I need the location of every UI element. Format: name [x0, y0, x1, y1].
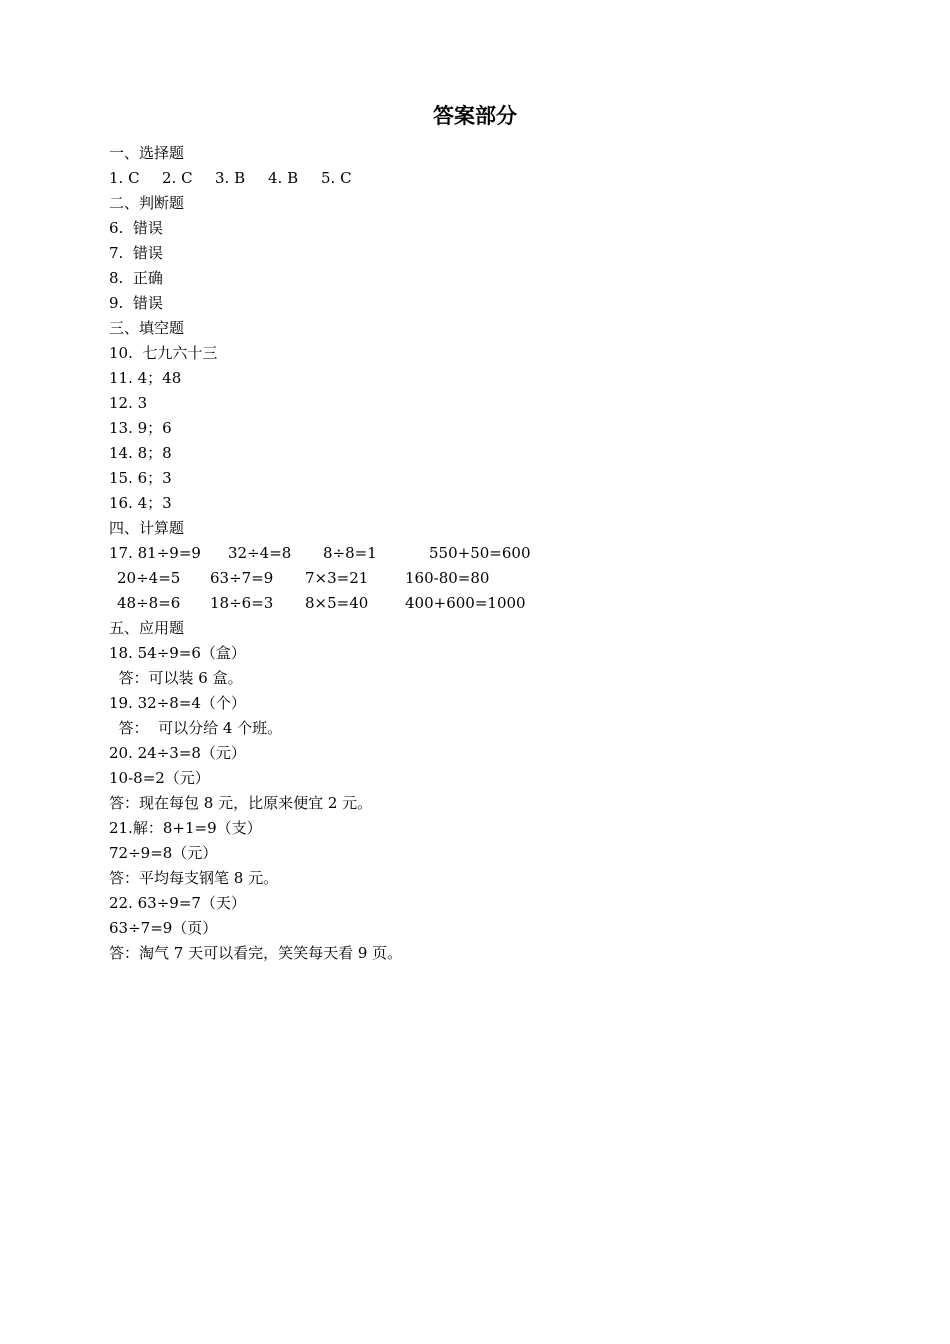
calculation-row: [109, 566, 869, 591]
application-line: 20. 24÷3=8（元）: [109, 744, 246, 762]
application-line: 答：现在每包 8 元，比原来便宜 2 元。: [109, 794, 373, 812]
application-line: 72÷9=8（元）: [109, 844, 218, 862]
fill-blank-answer: 16. 4；3: [109, 494, 172, 512]
fill-blank-answer: 15. 6；3: [109, 469, 172, 487]
section-heading-application: 五、应用题: [109, 619, 185, 637]
choice-answer-4: 4. B: [268, 169, 299, 187]
calculation-item: 32÷4=8: [228, 544, 292, 562]
section-heading-calculation: 四、计算题: [109, 519, 185, 537]
calculation-item: 160-80=80: [405, 569, 490, 587]
calculation-row: [109, 591, 869, 616]
judgement-answer: 9. 错误: [109, 294, 163, 312]
section-heading-judgement: 二、判断题: [109, 194, 185, 212]
calculation-item: 550+50=600: [429, 544, 531, 562]
calculation-item: 18÷6=3: [210, 594, 274, 612]
page-title: 答案部分: [433, 103, 517, 128]
calculation-item: 7×3=21: [305, 569, 369, 587]
application-line: 答：可以装 6 盒。: [109, 669, 243, 687]
choice-answer-1: 1. C: [109, 169, 140, 187]
choice-answers-row: [109, 166, 869, 191]
calculation-row: [109, 541, 869, 566]
choice-answer-5: 5. C: [321, 169, 352, 187]
application-line: 63÷7=9（页）: [109, 919, 218, 937]
calculation-item: 8×5=40: [305, 594, 369, 612]
application-line: 22. 63÷9=7（天）: [109, 894, 246, 912]
application-line: 21.解：8+1=9（支）: [109, 819, 262, 837]
application-line: 答：平均每支钢笔 8 元。: [109, 869, 279, 887]
calculation-item: 400+600=1000: [405, 594, 526, 612]
judgement-answer: 8. 正确: [109, 269, 163, 287]
fill-blank-answer: 11. 4；48: [109, 369, 182, 387]
judgement-answer: 6. 错误: [109, 219, 163, 237]
fill-blank-answer: 12. 3: [109, 394, 148, 412]
calculation-item: 48÷8=6: [117, 594, 181, 612]
application-line: 19. 32÷8=4（个）: [109, 694, 246, 712]
calculation-item: 63÷7=9: [210, 569, 274, 587]
fill-blank-answer: 13. 9；6: [109, 419, 172, 437]
fill-blank-answer: 14. 8；8: [109, 444, 172, 462]
section-heading-fill-blank: 三、填空题: [109, 319, 185, 337]
answer-content: [109, 141, 869, 966]
fill-blank-answer: 10. 七九六十三: [109, 344, 218, 362]
application-line: 18. 54÷9=6（盒）: [109, 644, 246, 662]
calculation-item: 20÷4=5: [117, 569, 181, 587]
application-line: 答： 可以分给 4 个班。: [109, 719, 283, 737]
choice-answer-2: 2. C: [162, 169, 193, 187]
choice-answer-3: 3. B: [215, 169, 246, 187]
judgement-answer: 7. 错误: [109, 244, 163, 262]
calculation-item: 17. 81÷9=9: [109, 544, 201, 562]
section-heading-choice: 一、选择题: [109, 144, 185, 162]
calculation-item: 8÷8=1: [323, 544, 377, 562]
application-line: 答：淘气 7 天可以看完，笑笑每天看 9 页。: [109, 944, 403, 962]
application-line: 10-8=2（元）: [109, 769, 210, 787]
